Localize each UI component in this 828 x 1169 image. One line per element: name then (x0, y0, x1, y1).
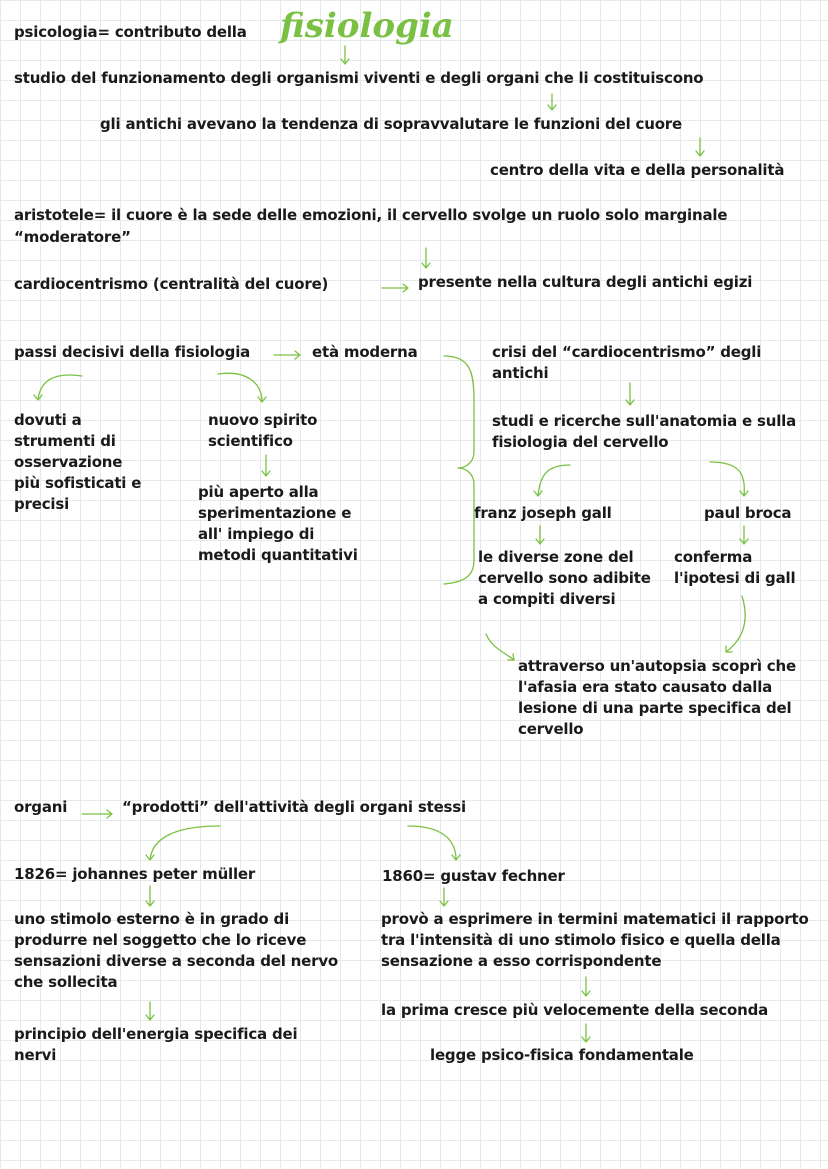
autopsy-text: attraverso un'autopsia scoprì che l'afasia era stato causato dalla lesione di una parte specifica del cervello (518, 657, 796, 738)
arrow-ancients-to-center (696, 138, 704, 156)
arrow-spirit-to-open (262, 455, 270, 476)
fechner-text: 1860= gustav fechner (382, 867, 565, 885)
arrow-faster-to-law (582, 1024, 590, 1042)
studies-text: studi e ricerche sull'anatomia e sulla fisiologia del cervello (492, 412, 797, 451)
organs-text: organi (14, 798, 68, 816)
crisis-text: crisi del “cardiocentrismo” degli antichi (492, 343, 762, 382)
center-text: centro della vita e della personalità (490, 161, 785, 179)
ancients-text: gli antichi avevano la tendenza di sopravvalutare le funzioni del cuore (100, 115, 682, 133)
arrow-crisis-to-studies (626, 383, 634, 405)
muller-text: 1826= johannes peter müller (14, 865, 256, 883)
faster-text: la prima cresce più velocemente della seconda (381, 1001, 769, 1019)
arrow-broca-to-confirms (740, 526, 748, 544)
broca-text: paul broca (704, 504, 792, 522)
arrow-organs-to-products (82, 810, 112, 818)
steps-text: passi decisivi della fisiologia (14, 343, 251, 361)
modern-age-text: età moderna (312, 343, 418, 361)
products-text: “prodotti” dell'attività degli organi stessi (122, 798, 466, 816)
arrow-studies-to-gall (534, 465, 570, 496)
arrow-steps-to-tools (34, 375, 82, 400)
open-text: più aperto alla sperimentazione e all' impiego di metodi quantitativi (198, 483, 358, 564)
arrow-confirms-to-autopsy (726, 596, 745, 652)
stimulus-text: uno stimolo esterno è in grado di produrre nel soggetto che lo riceve sensazioni diverse a seconda del nervo che sollecita (14, 910, 339, 991)
zones-text: le diverse zone del cervello sono adibite a compiti diversi (478, 548, 651, 608)
arrow-stimulus-to-principle (146, 1002, 154, 1020)
egypt-text: presente nella cultura degli antichi egizi (418, 273, 753, 291)
moderator-text: “moderatore” (14, 228, 131, 246)
arrow-steps-to-spirit (218, 373, 266, 402)
arrow-products-to-muller (146, 826, 220, 860)
spirit-text: nuovo spirito scientifico (208, 411, 318, 450)
math-text: provò a esprimere in termini matematici il rapporto tra l'intensità di uno stimolo fisico e quella della sensazione a esso corrispondente (381, 910, 809, 970)
arrow-zones-to-autopsy (486, 634, 514, 660)
law-text: legge psico-fisica fondamentale (430, 1046, 694, 1064)
cardiocentrism-text: cardiocentrismo (centralità del cuore) (14, 275, 329, 293)
arrow-steps-to-modern (274, 351, 300, 359)
arrow-definition-to-ancients (548, 94, 556, 110)
header-title: fisiologia (280, 6, 454, 46)
header-prefix: psicologia= contributo della (14, 23, 247, 41)
definition-text: studio del funzionamento degli organismi viventi e degli organi che li costituiscono (14, 69, 704, 87)
arrow-fechner-to-math (440, 888, 448, 906)
arrow-muller-to-stimulus (146, 886, 154, 906)
arrow-aristotle-to-cardiocentrism (422, 248, 430, 268)
arrow-gall-to-zones (536, 526, 544, 544)
arrow-cardiocentrism-to-egypt (382, 284, 408, 292)
arrow-math-to-faster (582, 977, 590, 996)
brace-modern-to-crisis (444, 356, 474, 584)
arrow-products-to-fechner (408, 826, 460, 860)
gall-text: franz joseph gall (474, 504, 612, 522)
arrow-title-to-definition (341, 46, 349, 64)
arrow-studies-to-broca (710, 462, 748, 496)
tools-text: dovuti a strumenti di osservazione più sofisticati e precisi (14, 411, 142, 513)
confirms-text: conferma l'ipotesi di gall (674, 548, 796, 587)
principle-text: principio dell'energia specifica dei nervi (14, 1025, 298, 1064)
aristotle-text: aristotele= il cuore è la sede delle emozioni, il cervello svolge un ruolo solo marginale (14, 206, 728, 224)
